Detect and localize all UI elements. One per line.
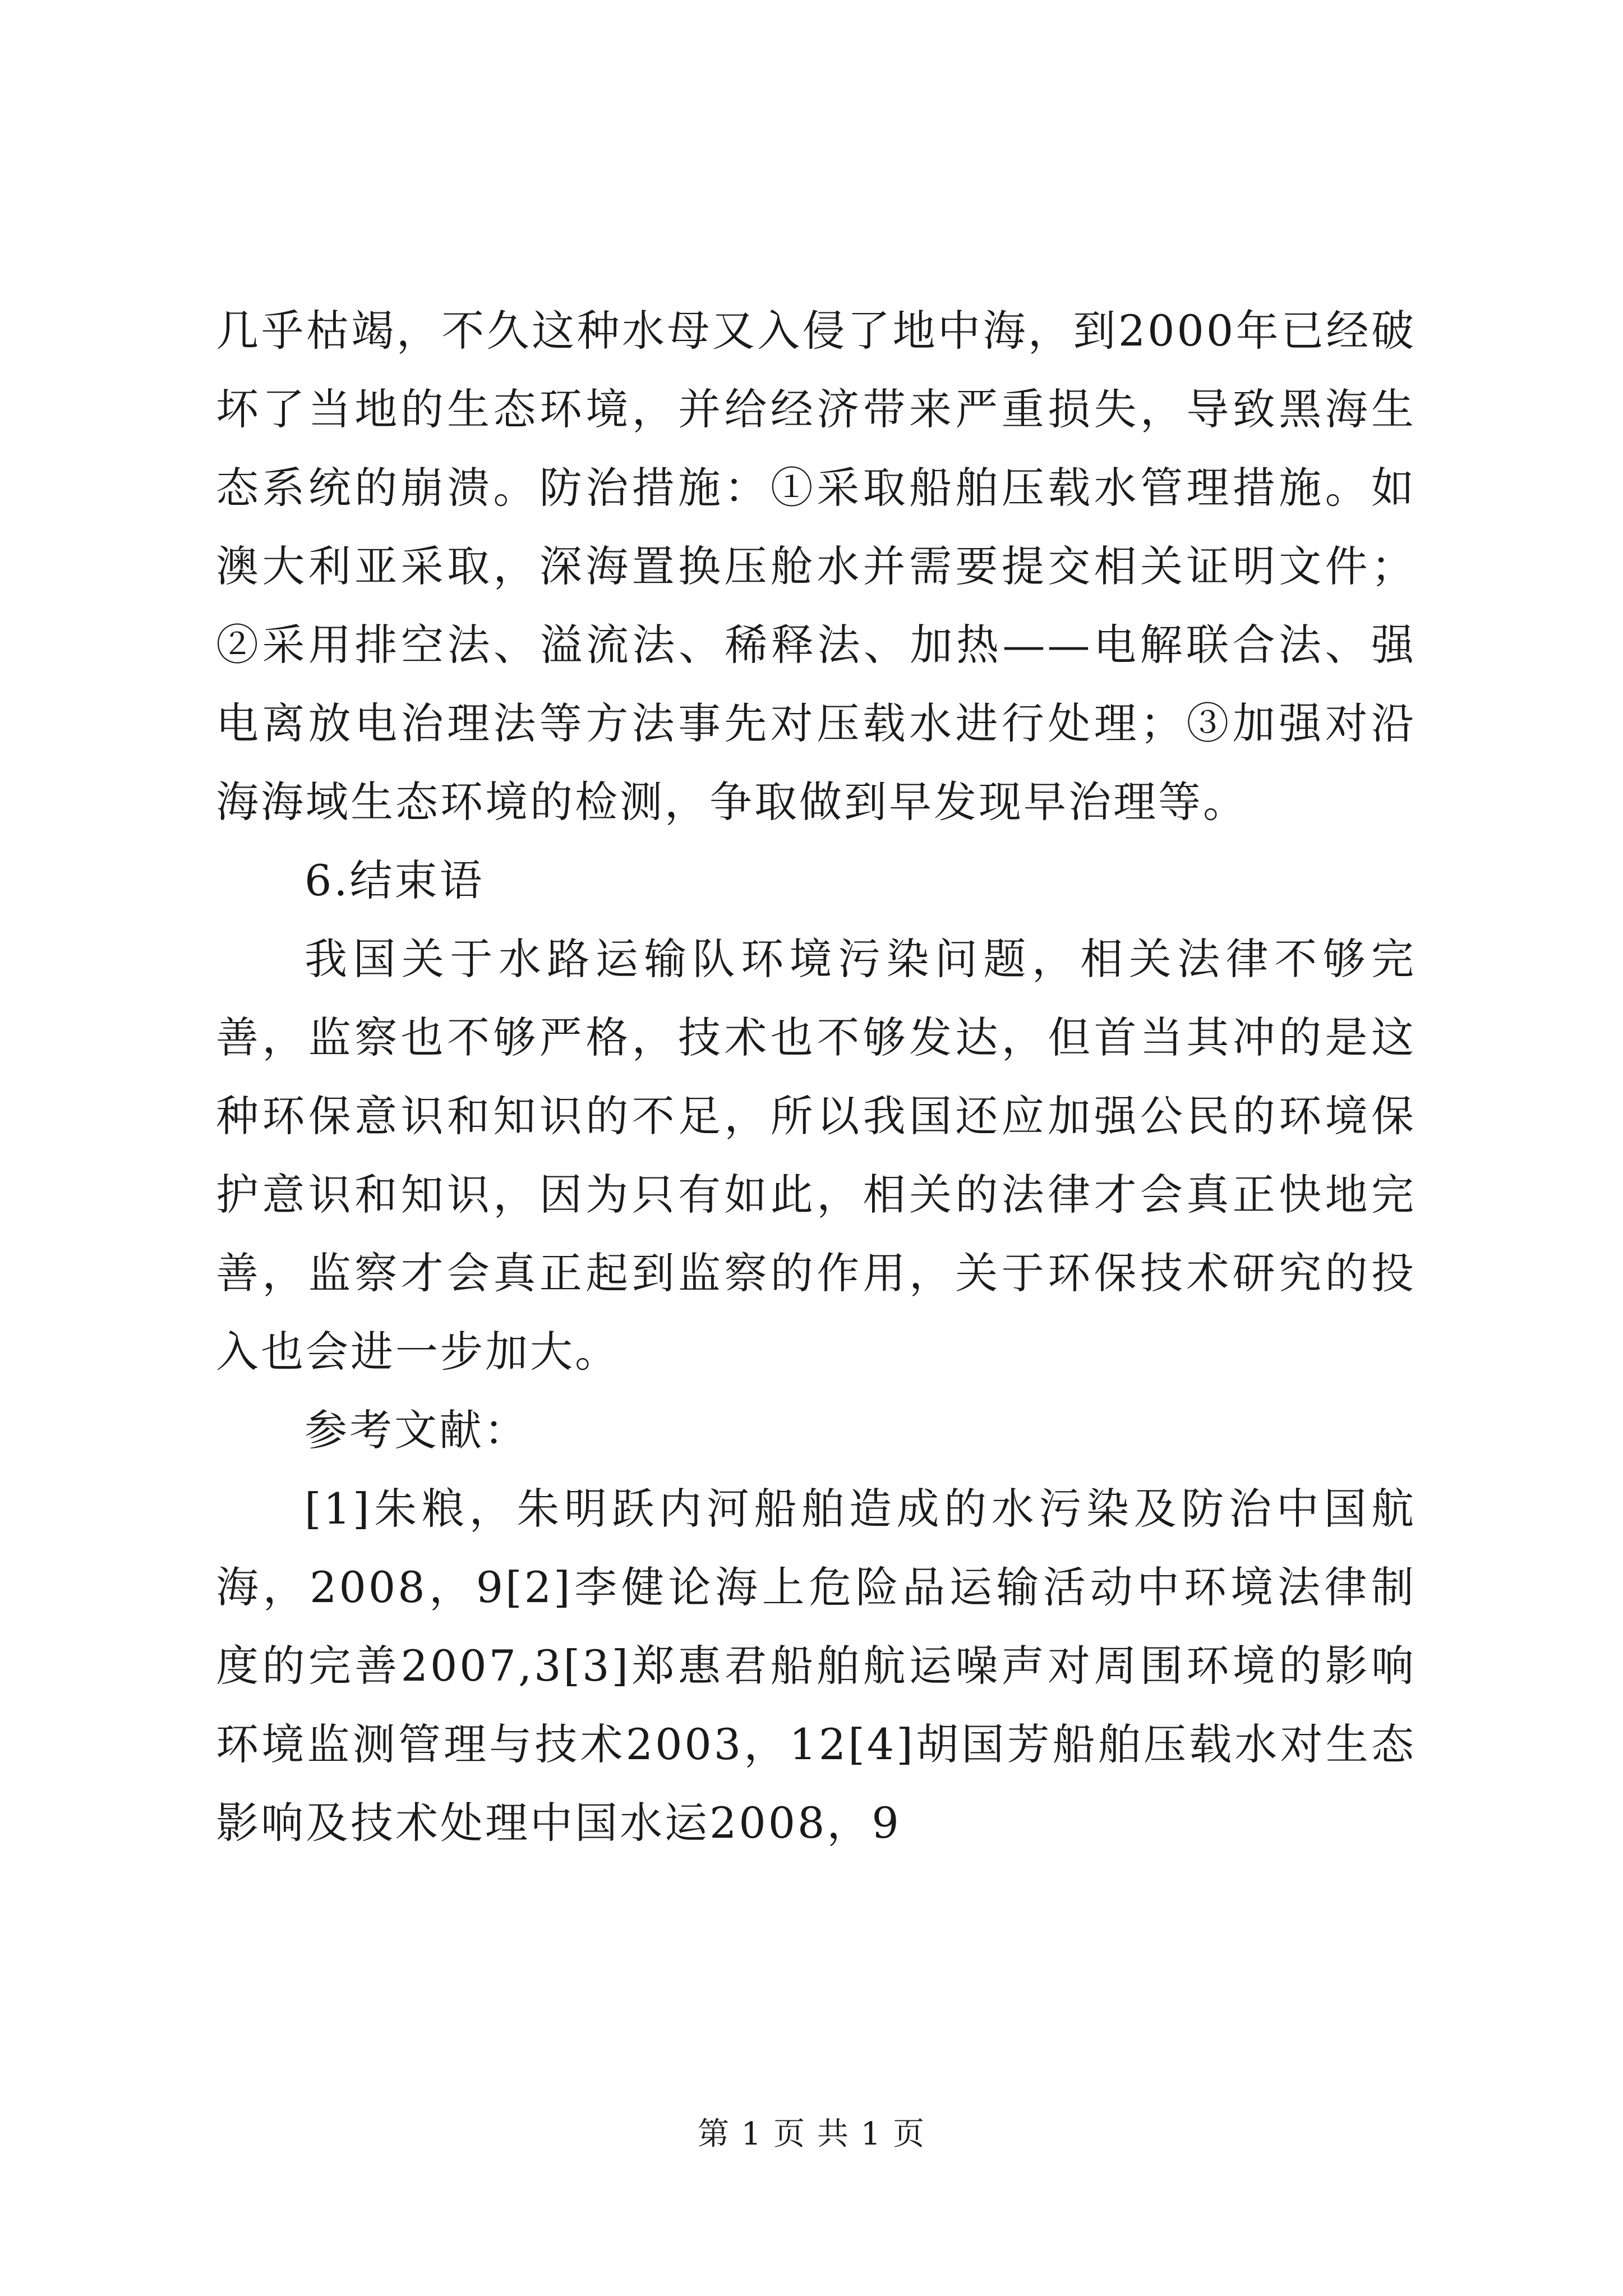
references-list: [1]朱粮，朱明跃内河船舶造成的水污染及防治中国航海，2008，9[2]李健论海上危险品运输活动中环境法律制度的完善2007,3[3]郑惠君船舶航运噪声对周围环境的影响环境监测管理与技术2003，12[4]胡国芳船舶压载水对生态影响及技术处理中国水运2008，9	[216, 1484, 1416, 1848]
document-body	[216, 292, 1416, 1862]
paragraph-continuation: 几乎枯竭，不久这种水母又入侵了地中海，到2000年已经破坏了当地的生态环境，并给经济带来严重损失，导致黑海生态系统的崩溃。防治措施：①采取船舶压载水管理措施。如澳大利亚采取，深海置换压舱水并需要提交相关证明文件；②采用排空法、溢流法、稀释法、加热——电解联合法、强电离放电治理法等方法事先对压载水进行处理；③加强对沿海海域生态环境的检测，争取做到早发现早治理等。	[216, 306, 1416, 827]
page-footer: 第 1 页 共 1 页	[697, 2116, 926, 2152]
references-heading: 参考文献：	[305, 1405, 529, 1455]
paragraph-conclusion: 我国关于水路运输队环境污染问题，相关法律不够完善，监察也不够严格，技术也不够发达，但首当其冲的是这种环保意识和知识的不足，所以我国还应加强公民的环境保护意识和知识，因为只有如此，相关的法律才会真正快地完善，监察才会真正起到监察的作用，关于环保技术研究的投入也会进一步加大。	[216, 934, 1416, 1377]
section-heading-conclusion: 6.结束语	[305, 855, 485, 905]
